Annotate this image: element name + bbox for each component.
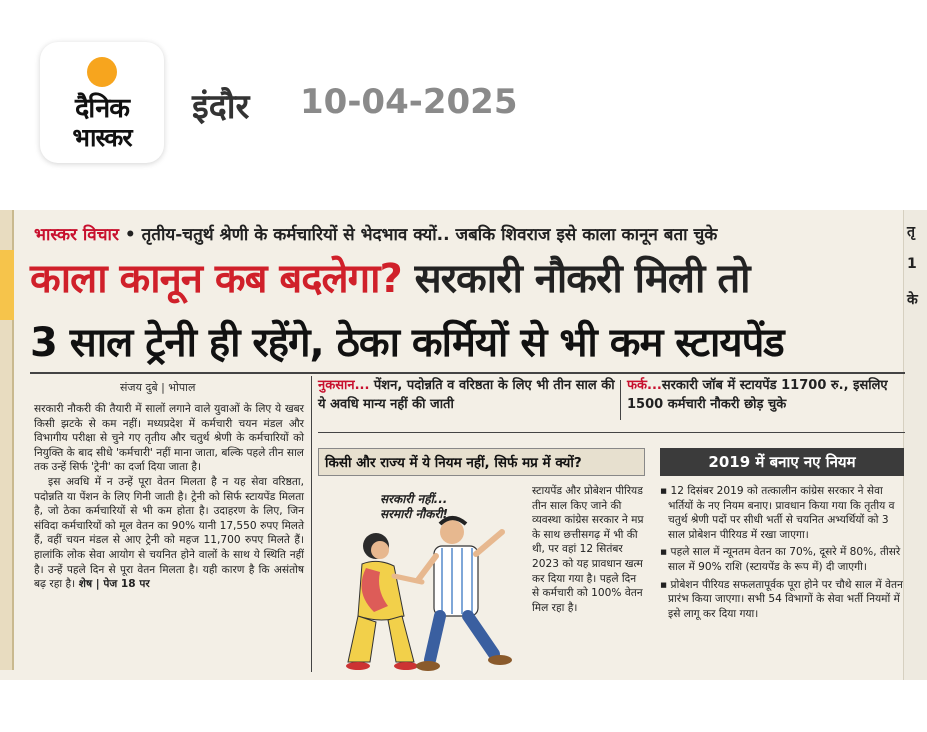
cartoon-caption: सरकारी नहीं... सरमारी नौकरी! bbox=[380, 492, 448, 521]
app-header bbox=[0, 0, 927, 190]
other-states-heading: किसी और राज्य में ये नियम नहीं, सिर्फ मप्र में क्यों? bbox=[318, 448, 645, 476]
rule-item: ▪ प्रोबेशन पीरियड सफलतापूर्वक पूरा होने पर चौथे साल में वेतन प्रारंभ किया जाएगा। सभी 54 विभागों के सेवा भर्ती नियमों में इसे लागू कर दिया गया। bbox=[660, 578, 903, 620]
article-kicker bbox=[34, 222, 904, 245]
kicker-label: भास्कर विचार bbox=[34, 225, 119, 245]
left-page-edge bbox=[0, 210, 14, 670]
other-states-text: स्टायपेंड और प्रोबेशन पीरियड तीन साल किए जाने की व्यवस्था कांग्रेस सरकार ने मप्र के साथ छत्तीसगढ़ में भी की थी, पर वहां 12 सितंबर 2023 को यह प्रावधान खत्म कर दिया गया है। पहले दिन से कर्मचारी को 100% वेतन मिल रहा है। bbox=[532, 485, 644, 614]
headline-red: काला कानून कब बदलेगा? bbox=[30, 256, 402, 302]
edition-city: इंदौर bbox=[192, 87, 250, 127]
headline-rest: सरकारी नौकरी मिली तो bbox=[401, 256, 750, 302]
byline: संजय दुबे | भोपाल bbox=[120, 381, 196, 394]
diff-text: सरकारी जॉब में स्टायपेंड 11700 रु., इसलिए 1500 कर्मचारी नौकरी छोड़ चुके bbox=[627, 378, 888, 412]
dainik-bhaskar-logo[interactable] bbox=[40, 42, 164, 163]
article-body bbox=[34, 402, 304, 592]
diff-label: फर्क... bbox=[627, 378, 662, 393]
cartoon-illustration bbox=[318, 484, 524, 674]
rules-2019-heading: 2019 में बनाए नए नियम bbox=[660, 448, 904, 476]
edition-date: 10-04-2025 bbox=[300, 82, 518, 122]
headline-divider bbox=[30, 372, 905, 374]
newspaper-clipping[interactable] bbox=[0, 210, 927, 680]
kicker-text: • तृतीय-चतुर्थ श्रेणी के कर्मचारियों से भेदभाव क्यों.. जबकि शिवराज इसे काला कानून बता चुके bbox=[118, 225, 718, 245]
loss-text: पेंशन, पदोन्नति व वरिष्ठता के लिए भी तीन साल की ये अवधि मान्य नहीं की जाती bbox=[318, 378, 615, 412]
difference-callout bbox=[627, 376, 905, 420]
rule-item: ▪ पहले साल में न्यूनतम वेतन का 70%, दूसरे में 80%, तीसरे साल में 90% राशि (स्टायपेंड के रूप में) दी जाएगी। bbox=[660, 546, 901, 573]
rules-2019-list bbox=[660, 484, 904, 624]
body-paragraph-1: सरकारी नौकरी की तैयारी में सालों लगाने वाले युवाओं के लिए ये खबर किसी झटके से कम नहीं। मध्यप्रदेश में कर्मचारी चयन मंडल और विभागीय परीक्षा से चुने गए तृतीय और चतुर्थ श्रेणी के कर्मचारियों को नियुक्ति के बाद सीधे 'कर्मचारी' नहीं माना जाता, बल्कि पहले तीन साल तक उन्हें सिर्फ 'ट्रेनी' का दर्जा दिया जाता है। bbox=[34, 403, 304, 474]
body-paragraph-2: इस अवधि में न उन्हें पूरा वेतन मिलता है न यह सेवा वरिष्ठता, पदोन्नति या पेंशन के लिए गिनी जाती है। ट्रेनी को सिर्फ स्टायपेंड मिलता है, जो ठेका कर्मचारियों से भी कम होता है। उदाहरण के लिए, जिन संविदा कर्मचारियों को मूल वेतन का 90% यानी 17,550 रुपए मिलते हैं, वहीं चयन मंडल से आए ट्रेनी को महज 11,700 रुपए मिलते हैं। हालांकि लोक सेवा आयोग से चयनित होने वालों के साथ ये स्थिति नहीं है। उन्हें पहले दिन से पूरा वेतन मिलता है। यही कारण है कि असंतोष बढ़ रहा है। शेष | पेज 18 पर bbox=[34, 475, 304, 591]
callout-divider bbox=[620, 380, 621, 420]
headline-line-1 bbox=[30, 256, 905, 302]
callout-bottom-rule bbox=[318, 432, 905, 433]
right-page-edge: तृ 1 के bbox=[903, 210, 927, 680]
rule-item: ▪ 12 दिसंबर 2019 को तत्कालीन कांग्रेस सरकार ने सेवा भर्तियों के नए नियम बनाए। प्रावधान किया गया कि तृतीय व चतुर्थ श्रेणी पदों पर सीधी भर्ती से चयनित अभ्यर्थियों को 3 साल प्रोबेशन पीरियड में रखा जाएगा। bbox=[660, 485, 895, 541]
loss-callout bbox=[318, 376, 616, 420]
logo-text-line2: भास्कर bbox=[72, 123, 132, 152]
loss-label: नुकसान... bbox=[318, 378, 370, 393]
column-divider bbox=[311, 376, 312, 672]
sun-icon bbox=[87, 57, 117, 87]
logo-text-line1: दैनिक bbox=[74, 93, 130, 124]
continued-note: शेष | पेज 18 पर bbox=[75, 578, 150, 591]
headline-line-2: 3 साल ट्रेनी ही रहेंगे, ठेका कर्मियों से भी कम स्टायपेंड bbox=[30, 320, 784, 366]
